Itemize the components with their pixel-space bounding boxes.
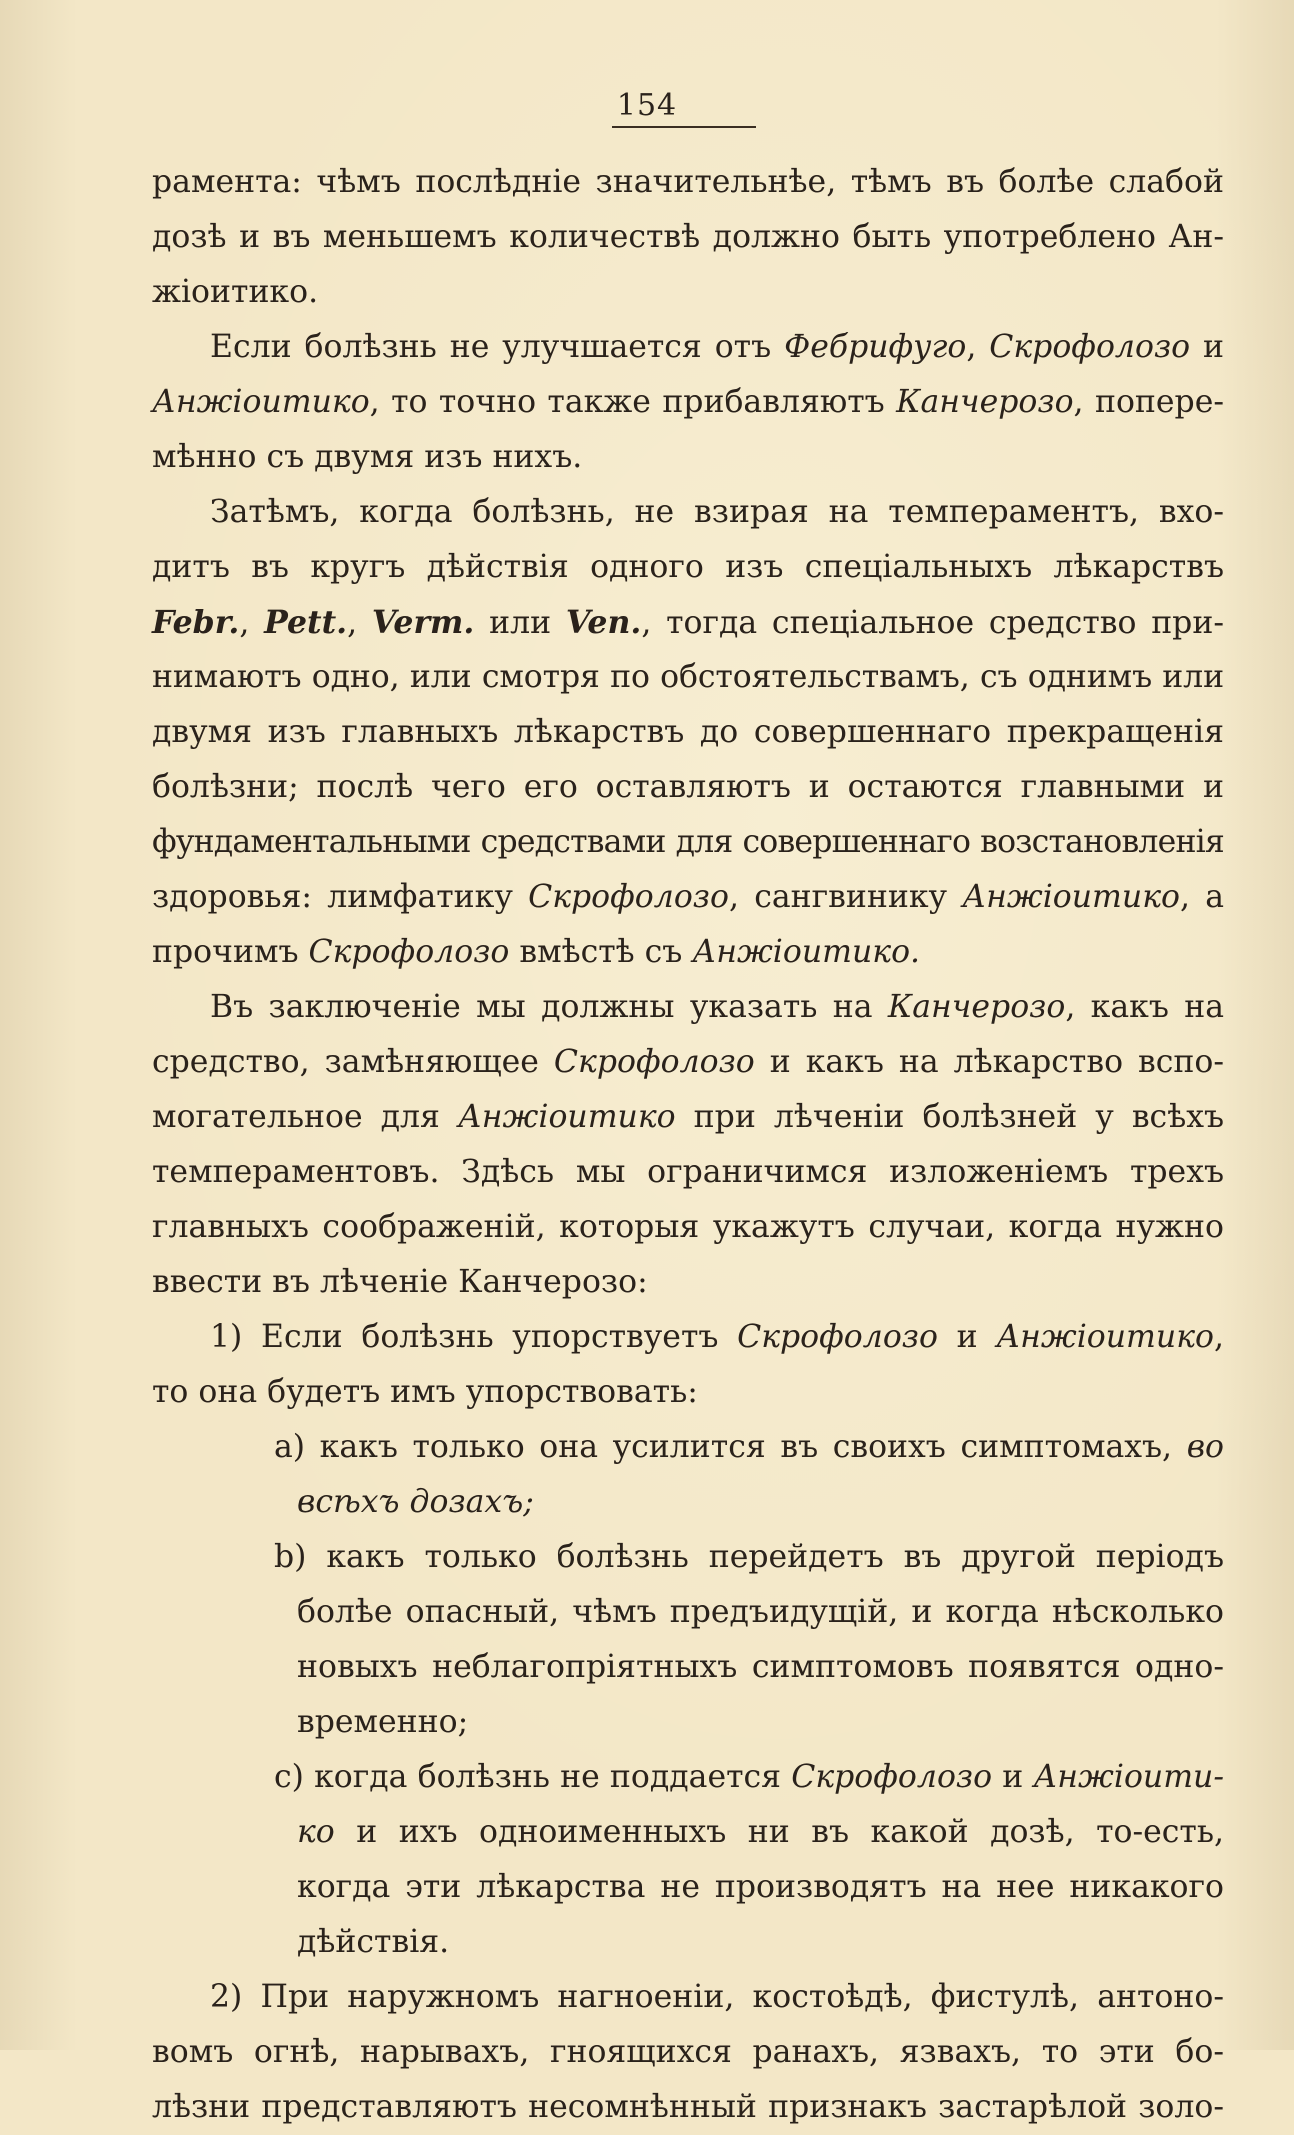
text-line [152,485,1224,540]
body-text [152,155,1224,2135]
text-line [152,1805,1224,1860]
page-number: 154 [616,88,678,123]
text-run: , [347,605,372,641]
text-run: темпераментовъ. Здѣсь мы ограничимся изложеніемъ трехъ [152,1154,1224,1190]
text-run: дитъ въ кругъ дѣйствія одного изъ спеціальныхъ лѣкарствъ [152,549,1224,585]
text-line [152,155,1224,210]
emphasized-text: во [1186,1429,1224,1465]
text-run: и какъ на лѣкарство вспо- [754,1044,1224,1080]
text-line [152,1695,1224,1750]
text-run: a) какъ только она усилится въ своихъ симптомахъ, [274,1429,1187,1465]
text-run: и ихъ одноименныхъ ни въ какой дозѣ, то-есть, [334,1814,1224,1850]
text-line [152,705,1224,760]
text-line [152,2025,1224,2080]
text-line [152,870,1224,925]
text-run: или [474,605,566,641]
emphasized-text: Фебрифуго [784,329,967,365]
text-line [152,1530,1224,1585]
text-run: мѣнно съ двумя изъ нихъ. [152,439,583,475]
text-line [152,815,1224,870]
text-line [152,1365,1224,1420]
text-run: b) какъ только болѣзнь перейдетъ въ другой періодъ [274,1539,1224,1575]
text-run: c) когда болѣзнь не поддается [274,1759,792,1795]
emphasized-text: Канчерозо [887,989,1066,1025]
text-run: , попере- [1073,384,1224,420]
text-run: болѣзни; послѣ чего его оставляютъ и остаются главными и [152,769,1224,805]
text-line [152,1310,1224,1365]
text-run: новыхъ неблагопріятныхъ симптомовъ появятся одно- [297,1649,1224,1685]
text-line [152,980,1224,1035]
text-run: ввести въ лѣченіе Канчерозо: [152,1264,648,1300]
text-run: то она будетъ имъ упорствовать: [152,1374,698,1410]
emphasized-text: всѣхъ дозахъ; [297,1484,534,1520]
text-line [152,1915,1224,1970]
text-line [152,1860,1224,1915]
text-run: , а [1179,879,1224,915]
emphasized-text: Скрофолозо [989,329,1191,365]
text-run: нимаютъ одно, или смотря по обстоятельствамъ, съ однимъ или [152,659,1224,695]
text-run: дозѣ и въ меньшемъ количествѣ должно быть употреблено Ан- [152,219,1224,255]
emphasized-text: Скрофолозо [737,1319,938,1355]
emphasized-text: Скрофолозо [553,1044,755,1080]
text-line [152,1420,1224,1475]
text-run: двумя изъ главныхъ лѣкарствъ до совершеннаго прекращенія [152,714,1224,750]
text-run: , то точно также прибавляютъ [369,384,897,420]
text-run: при лѣченіи болѣзней у всѣхъ [675,1099,1224,1135]
text-run: здоровья: лимфатику [152,879,529,915]
text-run: могательное для [152,1099,458,1135]
text-run: , какъ на [1065,989,1225,1025]
text-run: , [966,329,990,365]
emphasized-text: Скрофолозо [791,1759,993,1795]
emphasized-text: Скрофолозо [308,934,510,970]
text-run: дѣйствія. [297,1924,450,1960]
text-run: 1) Если болѣзнь упорствуетъ [210,1319,738,1355]
emphasized-text: Анжіоитико [962,879,1180,915]
text-run: Затѣмъ, когда болѣзнь, не взирая на темпераментъ, вхо- [210,494,1224,530]
text-run: когда эти лѣкарства не производятъ на нее никакого [297,1869,1224,1905]
text-run: главныхъ соображеній, которыя укажутъ случаи, когда нужно [152,1209,1224,1245]
emphasized-text: Pett. [264,604,348,641]
text-run: вомъ огнѣ, нарывахъ, гноящихся ранахъ, язвахъ, то эти бо- [152,2034,1224,2070]
text-run: фундаментальными средствами для совершеннаго возстановленія [152,824,1224,860]
text-line [152,1750,1224,1805]
text-line [152,210,1224,265]
text-line [152,1145,1224,1200]
text-line [152,320,1224,375]
text-line [152,650,1224,705]
text-line [152,760,1224,815]
text-run: , [239,605,265,641]
text-run: болѣе опасный, чѣмъ предъидущій, и когда нѣсколько [297,1594,1224,1630]
emphasized-text: Канчерозо [896,384,1074,420]
text-line [152,540,1224,595]
emphasized-text: Ven. [565,604,642,641]
emphasized-text: ко [297,1814,335,1850]
text-line [152,595,1224,650]
emphasized-text: Анжіоити- [1033,1759,1224,1795]
text-line [152,1585,1224,1640]
text-run: рамента: чѣмъ послѣдніе значительнѣе, тѣмъ въ болѣе слабой [152,164,1224,200]
text-line [152,1640,1224,1695]
text-line [152,1255,1224,1310]
emphasized-text: Скрофолозо [528,879,729,915]
text-line [152,1035,1224,1090]
text-run: , сангвинику [728,879,963,915]
text-run: , [1213,1319,1224,1355]
text-run: жіоитико. [152,274,319,310]
emphasized-text: Verm. [371,604,475,641]
text-line [152,1970,1224,2025]
text-line [152,430,1224,485]
emphasized-text: Febr. [152,604,240,641]
text-run: и [1190,329,1224,365]
text-run: Если болѣзнь не улучшается отъ [210,329,785,365]
emphasized-text: Анжіоитико [457,1099,676,1135]
emphasized-text: Анжіоитико. [692,934,921,970]
text-run: , тогда спеціальное средство при- [641,605,1224,641]
header-rule [612,126,756,128]
emphasized-text: Анжіоитико [996,1319,1214,1355]
text-run: вмѣстѣ съ [509,934,693,970]
text-run: прочимъ [152,934,309,970]
text-line [152,375,1224,430]
text-run: и [992,1759,1034,1795]
text-line [152,1090,1224,1145]
text-line [152,1200,1224,1255]
text-line [152,1475,1224,1530]
emphasized-text: Анжіоитико [152,384,370,420]
text-run: и [937,1319,997,1355]
text-run: временно; [297,1704,469,1740]
text-run: Въ заключеніе мы должны указать на [210,989,888,1025]
text-line [152,265,1224,320]
text-line [152,2080,1224,2135]
text-run: лѣзни представляютъ несомнѣнный признакъ застарѣлой золо- [152,2089,1224,2125]
text-line [152,925,1224,980]
text-run: 2) При наружномъ нагноеніи, костоѣдѣ, фистулѣ, антоно- [210,1979,1224,2015]
text-run: средство, замѣняющее [152,1044,554,1080]
